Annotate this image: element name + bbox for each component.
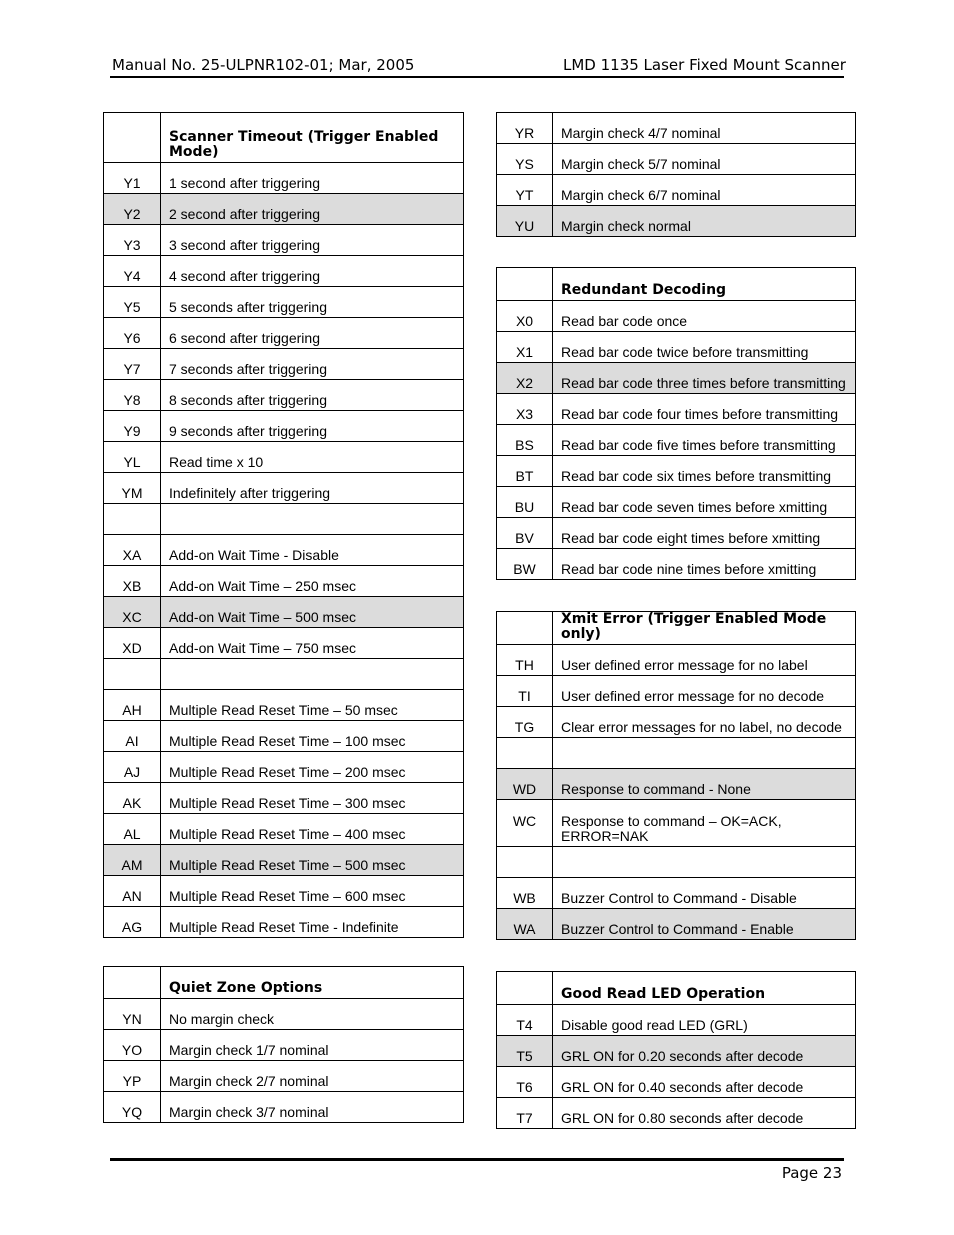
command-description: 3 second after triggering [161,225,464,256]
table-row [497,175,856,206]
command-code: TH [497,645,553,676]
table-spacer-row [104,504,464,535]
command-code: AM [104,845,161,876]
command-code: T7 [497,1098,553,1129]
command-description: 9 seconds after triggering [161,411,464,442]
command-code: BU [497,487,553,518]
table-row [104,1030,464,1061]
table-row-default [104,597,464,628]
table-row [104,566,464,597]
command-description: Multiple Read Reset Time – 200 msec [161,752,464,783]
command-description: Clear error messages for no label, no decode [553,707,856,738]
table-row [104,1061,464,1092]
command-code: YM [104,473,161,504]
command-code: AK [104,783,161,814]
header-code-cell [104,967,161,999]
command-code: Y4 [104,256,161,287]
table-row [104,814,464,845]
scanner-timeout-table [103,112,464,938]
command-description: GRL ON for 0.20 seconds after decode [553,1036,856,1067]
command-description: Read bar code nine times before xmitting [553,549,856,580]
command-description: Read bar code four times before transmitting [553,394,856,425]
table-row-default [104,194,464,225]
command-code: BS [497,425,553,456]
command-code [104,504,161,535]
table-row [104,907,464,938]
table-row [497,1098,856,1129]
table-row [497,1067,856,1098]
command-code: BW [497,549,553,580]
command-description: Response to command - None [553,769,856,800]
command-code: YO [104,1030,161,1061]
table-row [104,349,464,380]
table-row [497,144,856,175]
command-description: 8 seconds after triggering [161,380,464,411]
command-code: YQ [104,1092,161,1123]
table-row-default [497,363,856,394]
command-code: Y8 [104,380,161,411]
table-title: Quiet Zone Options [161,967,464,999]
command-description [553,847,856,878]
command-description: Read bar code six times before transmitting [553,456,856,487]
header-manual-number: Manual No. 25-ULPNR102-01; Mar, 2005 [112,56,415,74]
command-code: Y6 [104,318,161,349]
table-row-default [497,206,856,237]
command-description: 2 second after triggering [161,194,464,225]
table-row-default [497,1036,856,1067]
command-description: Add-on Wait Time – 750 msec [161,628,464,659]
footer-divider [110,1158,844,1161]
table-header-row [497,972,856,1005]
command-code: AL [104,814,161,845]
redundant-decoding-table [496,267,856,580]
command-code: X0 [497,301,553,332]
command-code: XD [104,628,161,659]
command-description: 4 second after triggering [161,256,464,287]
command-description: Read bar code once [553,301,856,332]
command-code: YN [104,999,161,1030]
command-description: Multiple Read Reset Time – 100 msec [161,721,464,752]
command-description: Add-on Wait Time - Disable [161,535,464,566]
table-row [497,113,856,144]
good-read-led-table [496,971,856,1129]
table-row [104,163,464,194]
command-description: Margin check 4/7 nominal [553,113,856,144]
command-description [161,659,464,690]
table-title: Scanner Timeout (Trigger Enabled Mode) [161,113,464,163]
table-row [497,1005,856,1036]
command-code: AN [104,876,161,907]
header-code-cell [104,113,161,163]
table-title: Good Read LED Operation [553,972,856,1005]
command-code: XB [104,566,161,597]
table-row [104,318,464,349]
command-code: WD [497,769,553,800]
table-title: Xmit Error (Trigger Enabled Mode only) [553,612,856,645]
xmit-error-table [496,611,856,940]
table-row [104,876,464,907]
table-row [104,721,464,752]
command-description: Multiple Read Reset Time – 300 msec [161,783,464,814]
table-row [497,878,856,909]
command-description: Read time x 10 [161,442,464,473]
table-row [104,442,464,473]
command-description: Margin check normal [553,206,856,237]
command-code: WC [497,800,553,847]
command-description: Disable good read LED (GRL) [553,1005,856,1036]
command-code: AG [104,907,161,938]
table-row [497,456,856,487]
command-description: Multiple Read Reset Time – 600 msec [161,876,464,907]
command-code: TI [497,676,553,707]
command-code: T4 [497,1005,553,1036]
table-row [104,380,464,411]
command-description: Add-on Wait Time – 250 msec [161,566,464,597]
command-code: WA [497,909,553,940]
command-description: Multiple Read Reset Time – 400 msec [161,814,464,845]
command-description: Margin check 2/7 nominal [161,1061,464,1092]
command-code: YT [497,175,553,206]
command-code: X2 [497,363,553,394]
command-description: Buzzer Control to Command - Disable [553,878,856,909]
header-product-title: LMD 1135 Laser Fixed Mount Scanner [563,56,846,74]
command-code: WB [497,878,553,909]
command-code: BV [497,518,553,549]
command-code: Y2 [104,194,161,225]
command-code [497,738,553,769]
table-row-default [497,769,856,800]
command-code: AJ [104,752,161,783]
command-description: User defined error message for no decode [553,676,856,707]
command-description: Margin check 6/7 nominal [553,175,856,206]
table-row-default [497,909,856,940]
command-code: AH [104,690,161,721]
command-code [104,659,161,690]
command-code: TG [497,707,553,738]
table-row [497,676,856,707]
table-row [497,487,856,518]
command-description: 7 seconds after triggering [161,349,464,380]
quiet-zone-table [103,966,464,1123]
table-row [104,690,464,721]
table-row [104,287,464,318]
command-code: Y3 [104,225,161,256]
command-code: Y5 [104,287,161,318]
header-code-cell [497,612,553,645]
command-description: Margin check 1/7 nominal [161,1030,464,1061]
table-row-default [104,845,464,876]
command-code [497,847,553,878]
command-code: YS [497,144,553,175]
command-code: Y1 [104,163,161,194]
command-code: T5 [497,1036,553,1067]
table-row [104,535,464,566]
command-description: GRL ON for 0.40 seconds after decode [553,1067,856,1098]
table-header-row [497,268,856,301]
command-code: YR [497,113,553,144]
header-divider [110,76,844,78]
command-description: Read bar code eight times before xmitting [553,518,856,549]
margin-check-continued-table [496,112,856,237]
table-row [104,752,464,783]
table-row [497,707,856,738]
table-row [104,999,464,1030]
command-description: Indefinitely after triggering [161,473,464,504]
command-description: Read bar code three times before transmitting [553,363,856,394]
command-description: Multiple Read Reset Time – 500 msec [161,845,464,876]
command-description: Read bar code twice before transmitting [553,332,856,363]
table-row [104,225,464,256]
table-spacer-row [497,847,856,878]
command-description: Margin check 5/7 nominal [553,144,856,175]
command-description: No margin check [161,999,464,1030]
table-row [497,549,856,580]
table-row [104,256,464,287]
table-spacer-row [104,659,464,690]
table-header-row [104,967,464,999]
command-code: YP [104,1061,161,1092]
table-row [497,518,856,549]
table-row [104,1092,464,1123]
command-code: Y7 [104,349,161,380]
table-row [104,783,464,814]
command-description [553,738,856,769]
table-row [497,425,856,456]
table-header-row [497,612,856,645]
command-code: YL [104,442,161,473]
header-code-cell [497,268,553,301]
command-description: 6 second after triggering [161,318,464,349]
command-description: GRL ON for 0.80 seconds after decode [553,1098,856,1129]
command-description: Add-on Wait Time – 500 msec [161,597,464,628]
command-code: YU [497,206,553,237]
command-description: Margin check 3/7 nominal [161,1092,464,1123]
header-code-cell [497,972,553,1005]
table-spacer-row [497,738,856,769]
command-code: XC [104,597,161,628]
command-code: XA [104,535,161,566]
command-description: 1 second after triggering [161,163,464,194]
command-description: Buzzer Control to Command - Enable [553,909,856,940]
command-code: T6 [497,1067,553,1098]
command-code: X3 [497,394,553,425]
command-description: Read bar code seven times before xmitting [553,487,856,518]
command-code: Y9 [104,411,161,442]
command-description [161,504,464,535]
command-description: User defined error message for no label [553,645,856,676]
table-row [497,800,856,847]
command-code: AI [104,721,161,752]
table-row [497,645,856,676]
table-row [104,473,464,504]
command-description: 5 seconds after triggering [161,287,464,318]
table-title: Redundant Decoding [553,268,856,301]
table-row [104,411,464,442]
command-description: Response to command – OK=ACK, ERROR=NAK [553,800,856,847]
table-row [497,332,856,363]
table-row [104,628,464,659]
command-description: Multiple Read Reset Time - Indefinite [161,907,464,938]
command-description: Read bar code five times before transmitting [553,425,856,456]
table-row [497,301,856,332]
command-description: Multiple Read Reset Time – 50 msec [161,690,464,721]
table-header-row [104,113,464,163]
table-row [497,394,856,425]
command-code: BT [497,456,553,487]
command-code: X1 [497,332,553,363]
page-number: Page 23 [781,1164,842,1182]
